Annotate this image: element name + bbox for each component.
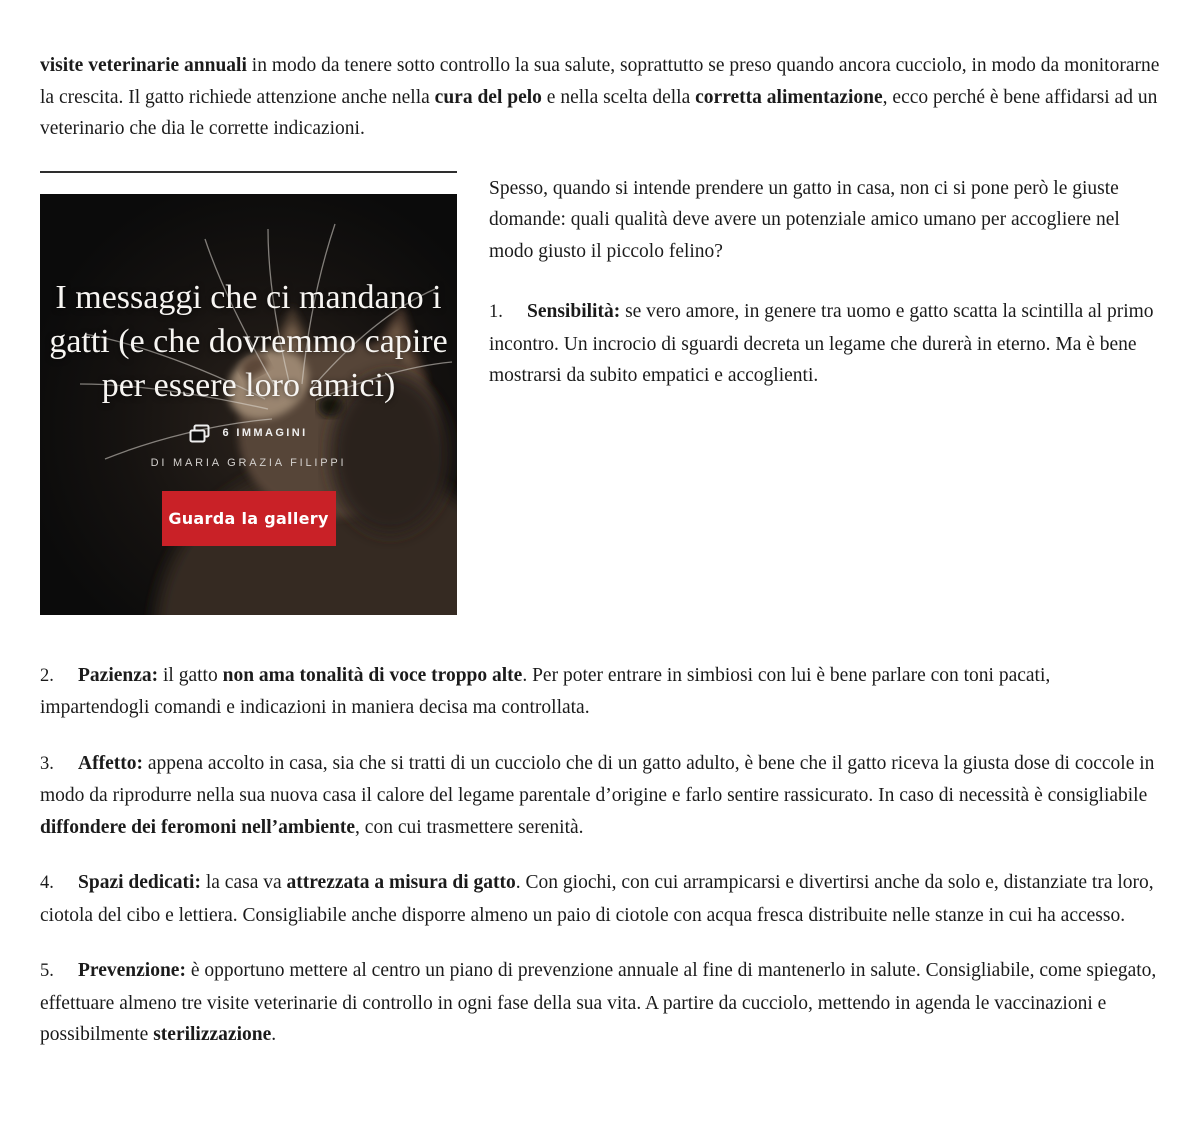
list-text: Affetto: appena accolto in casa, sia che si tratti di un cucciolo che di un gatto adulto, è bene che il gatto riceva la giusta dose di coccole in modo da riprodurre nella sua nuova casa il calore del legame parentale d’origine e farlo sentire rassicurato. In caso di necessità è consigliabile diffondere dei feromoni nell’ambiente, con cui trasmettere serenità. [40, 752, 1155, 838]
list-item [40, 867, 1160, 931]
gallery-byline: DI MARIA GRAZIA FILIPPI [150, 456, 347, 469]
list-text: Prevenzione: è opportuno mettere al centro un piano di prevenzione annuale al fine di mantenerlo in salute. Consigliabile, come spiegato, effettuare almeno tre visite veterinarie di controllo in ogni fase della sua vita. A partire da cucciolo, mettendo in agenda le vaccinazioni e possibilmente sterilizzazione. [40, 960, 1157, 1045]
intro-paragraph: visite veterinarie annuali in modo da tenere sotto controllo la sua salute, soprattutto se preso quando ancora cucciolo, in modo da monitorarne la crescita. Il gatto richiede attenzione anche nella cura del pelo e nella scelta della corretta alimentazione, ecco perché è bene affidarsi ad un veterinario che dia le corrette indicazioni. [40, 55, 1160, 139]
gallery-column [40, 171, 457, 615]
list-item [489, 296, 1160, 392]
list-number: 2. [40, 665, 54, 686]
gallery-stack-icon [189, 424, 211, 443]
gallery-promo-card[interactable] [40, 194, 457, 615]
list-number: 4. [40, 873, 54, 893]
section-divider [40, 171, 457, 173]
list-number: 3. [40, 753, 54, 774]
list-item [40, 748, 1160, 844]
list-text: Pazienza: il gatto non ama tonalità di voce troppo alte. Per poter entrare in simbiosi con lui è bene parlare con toni pacati, impartendogli comandi e indicazioni in maniera decisa ma controllata. [40, 664, 1051, 718]
list-number: 1. [489, 302, 503, 322]
lead-paragraph: Spesso, quando si intende prendere un gatto in casa, non ci si pone però le giuste domande: quali qualità deve avere un potenziale amico umano per accogliere nel modo giusto il piccolo felino? [489, 177, 1120, 262]
list-item [40, 660, 1160, 724]
list-item [40, 955, 1160, 1051]
gallery-title: I messaggi che ci mandano i gatti (e che dovremmo capire per essere loro amici) [49, 278, 448, 404]
list-number: 5. [40, 961, 54, 981]
numbered-list-section [40, 660, 1160, 1051]
gallery-card-content [40, 194, 457, 546]
list-text: Spazi dedicati: la casa va attrezzata a misura di gatto. Con giochi, con cui arrampicarsi e divertirsi anche da solo e, distanziate tra loro, ciotola del cibo e lettiera. Consigliabile anche disporre almeno un paio di ciotole con acqua fresca distribuite nelle stanze in cui ha accesso. [40, 872, 1154, 926]
image-count-label: 6 IMMAGINI [222, 427, 308, 439]
two-column-section [40, 171, 1160, 615]
view-gallery-button[interactable]: Guarda la gallery [162, 491, 336, 546]
image-count-row [40, 424, 457, 443]
list-text: Sensibilità: se vero amore, in genere tra uomo e gatto scatta la scintilla al primo incontro. Un incrocio di sguardi decreta un legame che durerà in eterno. Ma è bene mostrarsi da subito empatici e accoglienti. [489, 301, 1154, 386]
text-column [489, 171, 1160, 421]
